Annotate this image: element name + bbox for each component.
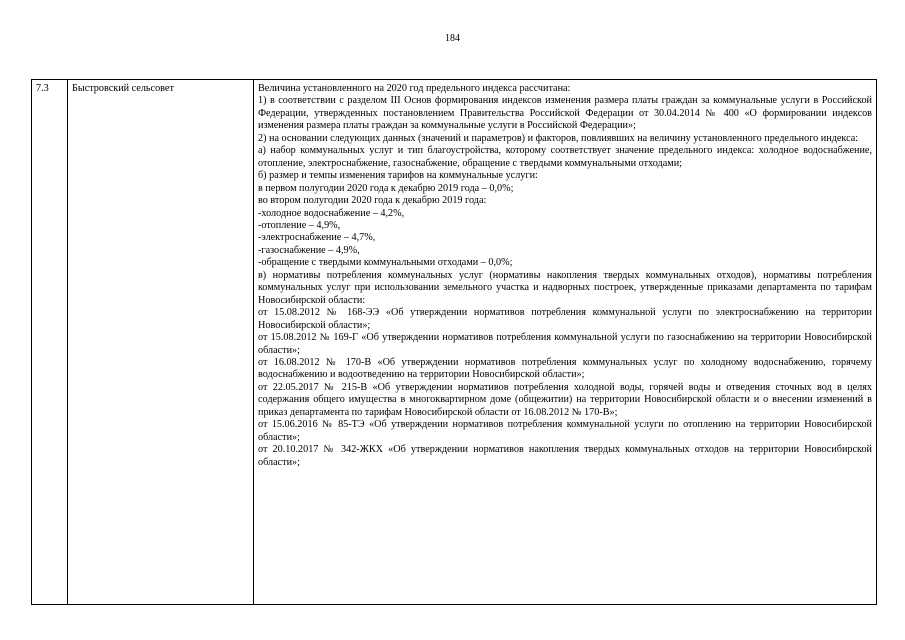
row-number: 7.3 (32, 80, 68, 605)
paragraph: 2) на основании следующих данных (значений и параметров) и факторов, повлиявших на величину установленного предельного индекса: (258, 132, 859, 144)
paragraph: -холодное водоснабжение – 4,2%, (258, 207, 405, 219)
paragraph: 1) в соответствии с разделом III Основ формирования индексов изменения размера платы граждан за коммунальные услуги в Российской Федерации, утвержденных постановлением Правительства Российской Федерации от 30.04.2014 № 400 «О формировании индексов изменения размера платы граждан за коммунальные услуги в Российской Федерации»; (258, 95, 872, 132)
paragraph: -отопление – 4,9%, (258, 219, 341, 231)
row-content (254, 80, 877, 605)
paragraph: во втором полугодии 2020 года к декабрю 2019 года: (258, 195, 487, 207)
paragraph: -обращение с твердыми коммунальными отходами – 0,0%; (258, 257, 513, 269)
paragraph: от 15.08.2012 № 169-Г «Об утверждении нормативов потребления коммунальной услуги по газоснабжению на территории Новосибирской области»; (258, 332, 872, 356)
paragraph: в первом полугодии 2020 года к декабрю 2019 года – 0,0%; (258, 182, 514, 194)
paragraph: -газоснабжение – 4,9%, (258, 244, 360, 256)
index-table (31, 79, 877, 605)
paragraph: -электроснабжение – 4,7%, (258, 232, 376, 244)
municipality-name: Быстровский сельсовет (68, 80, 254, 605)
paragraph: от 22.05.2017 № 215-В «Об утверждении нормативов потребления холодной воды, горячей воды и отведения сточных вод в целях содержания общего имущества в многоквартирном доме (общежитии) на территории Новосибирской области и о внесении изменений в приказ департамента по тарифам Новосибирской области от 16.08.2012 № 170-В»; (258, 381, 872, 418)
paragraph: а) набор коммунальных услуг и тип благоустройства, которому соответствует значение предельного индекса: холодное водоснабжение, отопление, электроснабжение, газоснабжение, обращение с твердыми коммунальными отходами; (258, 145, 872, 169)
paragraph: от 20.10.2017 № 342-ЖКХ «Об утверждении нормативов накопления твердых коммунальных отходов на территории Новосибирской области»; (258, 444, 872, 468)
paragraph: от 15.06.2016 № 85-ТЭ «Об утверждении нормативов потребления коммунальной услуги по отоплению на территории Новосибирской области»; (258, 419, 872, 443)
paragraph: Величина установленного на 2020 год предельного индекса рассчитана: (258, 83, 571, 94)
table-row (32, 80, 877, 605)
paragraph: б) размер и темпы изменения тарифов на коммунальные услуги: (258, 170, 538, 182)
paragraph: от 16.08.2012 № 170-В «Об утверждении нормативов потребления коммунальных услуг по холодному водоснабжению, горячему водоснабжению и водоотведению на территории Новосибирской области»; (258, 356, 872, 381)
page-number: 184 (445, 33, 460, 44)
paragraph: в) нормативы потребления коммунальных услуг (нормативы накопления твердых коммунальных отходов), нормативы потребления коммунальных услуг при использовании земельного участка и надворных построек, утвержденные приказами департамента по тарифам Новосибирской области: (258, 269, 872, 306)
paragraph: от 15.08.2012 № 168-ЭЭ «Об утверждении нормативов потребления коммунальной услуги по электроснабжению на территории Новосибирской области»; (258, 307, 872, 331)
